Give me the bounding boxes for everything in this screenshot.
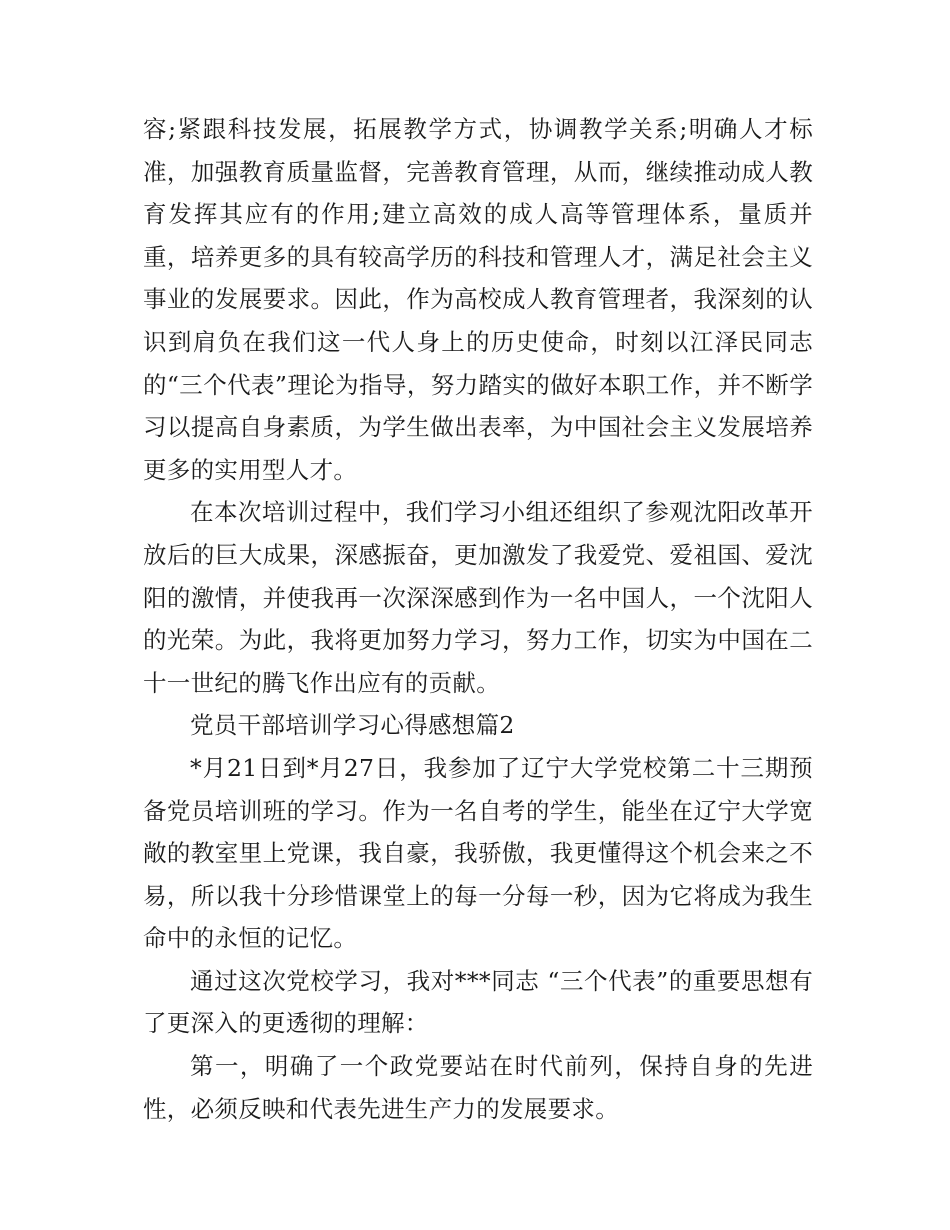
paragraph-continuation: 容;紧跟科技发展，拓展教学方式，协调教学关系;明确人才标准，加强教育质量监督，完善教育管理，从而，继续推动成人教育发挥其应有的作用;建立高效的成人高等管理体系，量质并重，培养更多的具有较高学历的科技和管理人才，满足社会主义事业的发展要求。因此，作为高校成人教育管理者，我深刻的认识到肩负在我们这一代人身上的历史使命，时刻以江泽民同志的“三个代表”理论为指导，努力踏实的做好本职工作，并不断学习以提高自身素质，为学生做出表率，为中国社会主义发展培养更多的实用型人才。: [143, 115, 813, 484]
paragraph-understanding: 通过这次党校学习，我对***同志 “三个代表”的重要思想有了更深入的更透彻的理解：: [143, 966, 813, 1038]
paragraph-training-dates: *月21日到*月27日，我参加了辽宁大学党校第二十三期预备党员培训班的学习。作为一名自考的学生，能坐在辽宁大学宽敞的教室里上党课，我自豪，我骄傲，我更懂得这个机会来之不易，所以我十分珍惜课堂上的每一分每一秒，因为它将成为我生命中的永恒的记忆。: [143, 753, 813, 953]
section-heading: 党员干部培训学习心得感想篇2: [190, 711, 515, 740]
document-body: [143, 108, 813, 1130]
paragraph-visit: 在本次培训过程中，我们学习小组还组织了参观沈阳改革开放后的巨大成果，深感振奋，更加激发了我爱党、爱祖国、爱沈阳的激情，并使我再一次深深感到作为一名中国人，一个沈阳人的光荣。为此，我将更加努力学习，努力工作，切实为中国在二十一世纪的腾飞作出应有的贡献。: [143, 498, 813, 697]
paragraph-first-point: 第一，明确了一个政党要站在时代前列，保持自身的先进性，必须反映和代表先进生产力的发展要求。: [143, 1052, 813, 1123]
